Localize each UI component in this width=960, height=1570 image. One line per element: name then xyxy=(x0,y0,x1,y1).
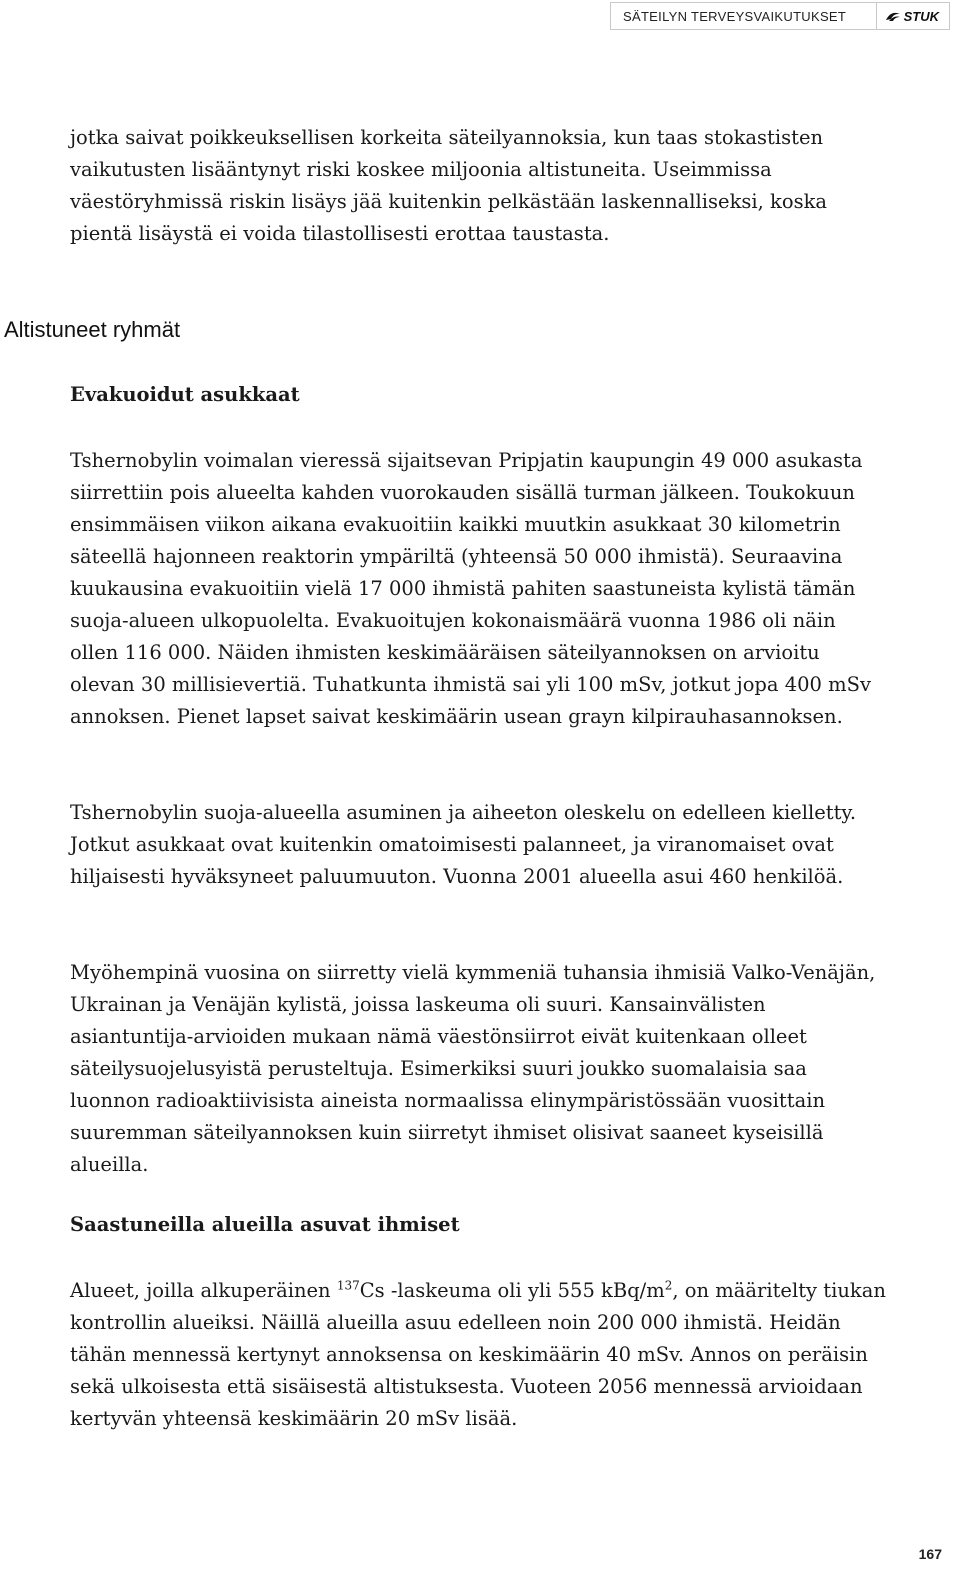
subsection-heading-contaminated-areas: Saastuneilla alueilla asuvat ihmiset xyxy=(70,1213,460,1236)
running-header xyxy=(610,2,950,30)
page-number: 167 xyxy=(918,1546,942,1562)
text-cs-deposition: Cs -laskeuma oli yli 555 kBq/m xyxy=(359,1279,665,1302)
stuk-logo-icon xyxy=(885,11,901,22)
logo-text: STUK xyxy=(903,8,939,24)
subsection-heading-evacuated: Evakuoidut asukkaat xyxy=(70,383,300,406)
paragraph-contaminated-areas xyxy=(70,1275,890,1435)
isotope-mass-number: 137 xyxy=(336,1278,360,1293)
paragraph-relocation: Myöhempinä vuosina on siirretty vielä kymmeniä tuhansia ihmisiä Valko-Venäjän, Ukrainan ja Venäjän kylistä, joissa laskeuma oli suuri. Kansainvälisten asiantuntija-arvioiden mukaan nämä väestönsiirrot eivät kuitenkaan olleet säteilysuojelusyistä perusteltuja. Esimerkiksi suuri joukko suomalaisia saa luonnon radioaktiivisista aineista normaalissa elinympäristössään vuosittain suuremman säteilyannoksen kuin siirretyt ihmiset olisivat saaneet kyseisillä alueilla. xyxy=(70,961,876,1176)
section-heading: Altistuneet ryhmät xyxy=(4,317,181,342)
unit-exponent: 2 xyxy=(664,1278,673,1293)
text-before-isotope: Alueet, joilla alkuperäinen xyxy=(70,1279,337,1302)
text-after-unit: , on määritelty tiukan kontrollin alueiksi. Näillä alueilla asuu edelleen noin 200 000 ihmistä. Heidän tähän mennessä kertynyt annoksensa on keskimäärin 40 mSv. Annos on peräisin sekä ulkoisesta että sisäisestä altistuksesta. Vuoteen 2056 mennessä arvioidaan kertyvän yhteensä keskimäärin 20 mSv lisää. xyxy=(70,1279,886,1430)
header-title: SÄTEILYN TERVEYSVAIKUTUKSET xyxy=(623,8,847,24)
paragraph-exclusion-zone: Tshernobylin suoja-alueella asuminen ja aiheeton oleskelu on edelleen kielletty. Jotkut asukkaat ovat kuitenkin omatoimisesti palanneet, ja viranomaiset ovat hiljaisesti hyväksyneet paluumuuton. Vuonna 2001 alueella asui 460 henkilöä. xyxy=(70,801,857,888)
intro-paragraph: jotka saivat poikkeuksellisen korkeita säteilyannoksia, kun taas stokastisten vaikutusten lisääntynyt riski koskee miljoonia altistuneita. Useimmissa väestöryhmissä riskin lisäys jää kuitenkin pelkästään laskennalliseksi, koska pientä lisäystä ei voida tilastollisesti erottaa taustasta. xyxy=(70,126,828,245)
paragraph-evacuation: Tshernobylin voimalan vieressä sijaitsevan Pripjatin kaupungin 49 000 asukasta siirrettiin pois alueelta kahden vuorokauden sisällä turman jälkeen. Toukokuun ensimmäisen viikon aikana evakuoitiin kaikki muutkin asukkaat 30 kilometrin säteellä hajonneen reaktorin ympäriltä (yhteensä 50 000 ihmistä). Seuraavina kuukausina evakuoitiin vielä 17 000 ihmistä pahiten saastuneista kylistä tämän suoja-alueen ulkopuolelta. Evakuoitujen kokonaismäärä vuonna 1986 oli näin ollen 116 000. Näiden ihmisten keskimääräisen säteilyannoksen on arvioitu olevan 30 millisievertiä. Tuhatkunta ihmistä sai yli 100 mSv, jotkut jopa 400 mSv annoksen. Pienet lapset saivat keskimäärin usean grayn kilpirauhasannoksen. xyxy=(70,449,872,728)
stuk-logo xyxy=(877,9,949,24)
